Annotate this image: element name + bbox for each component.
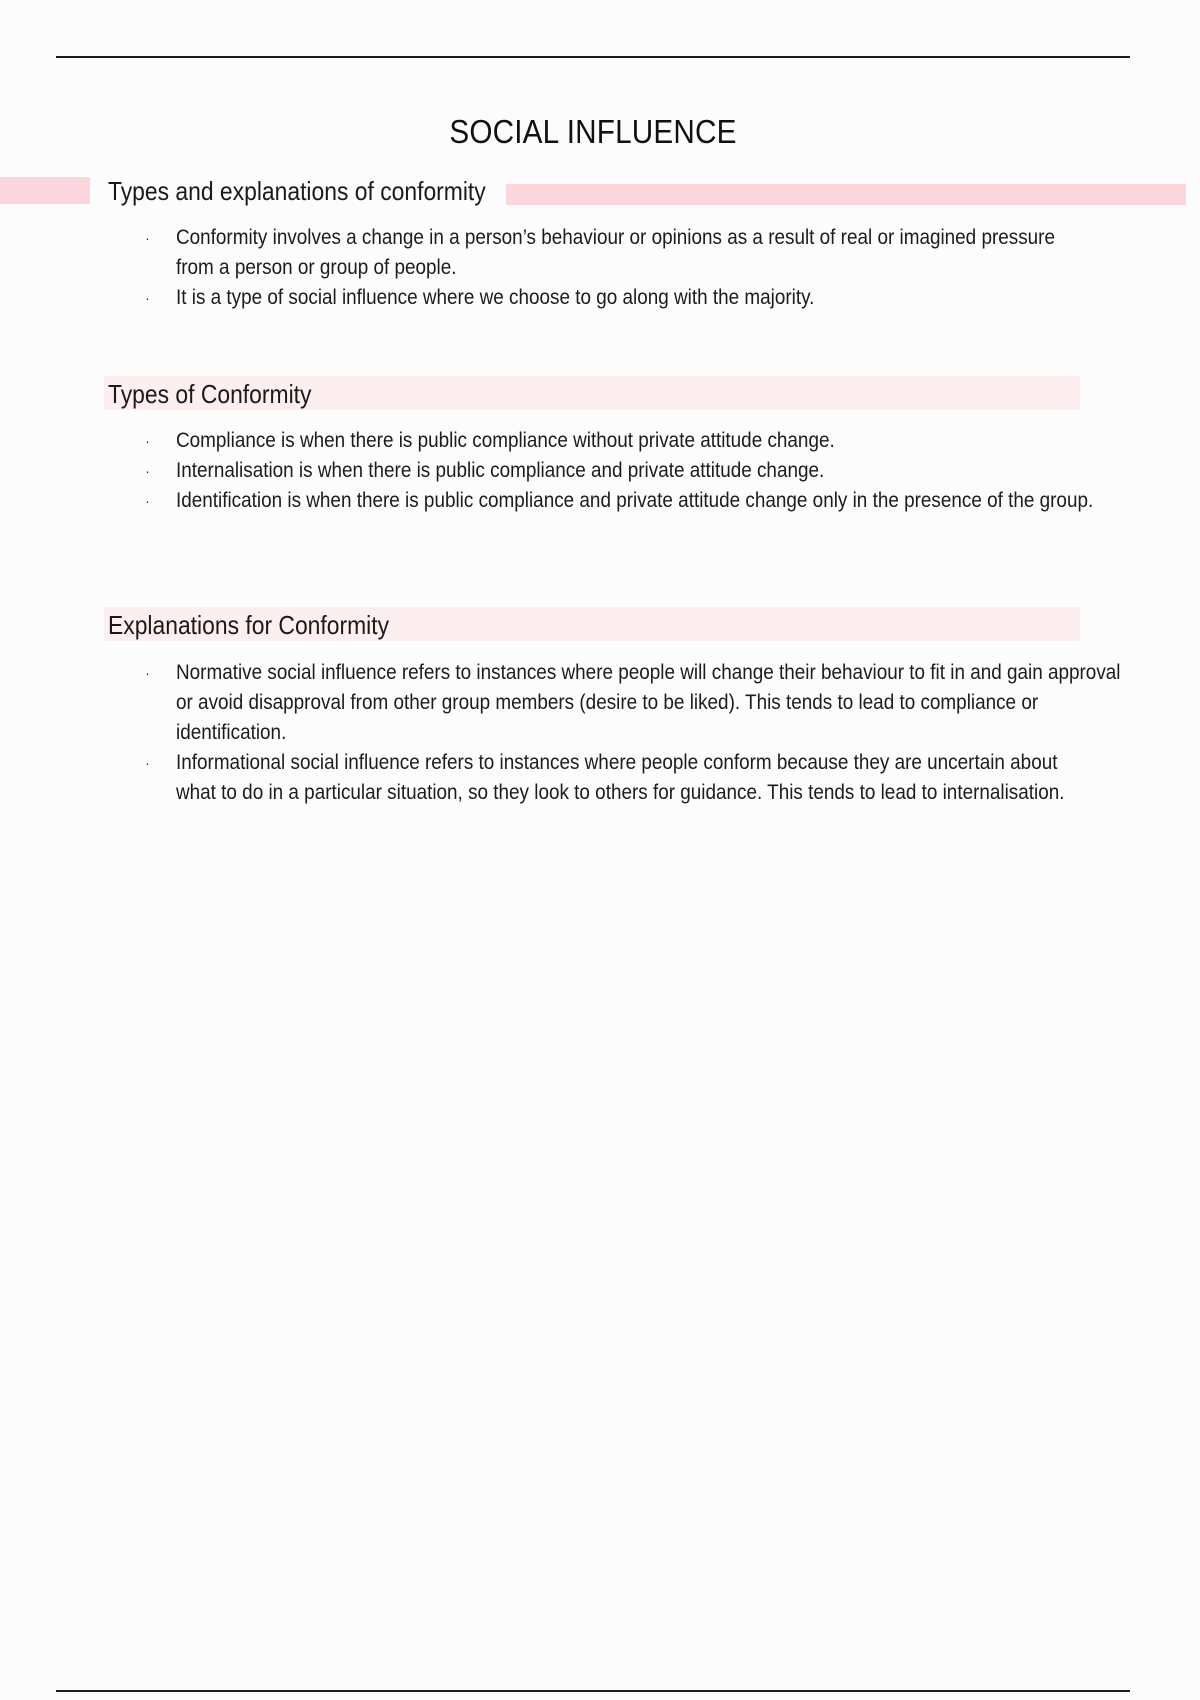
- bullet-icon: ·: [145, 755, 150, 771]
- margin-highlight-marker: [0, 177, 90, 204]
- bullet-icon: ·: [145, 433, 150, 449]
- section-2-bullet-list: [140, 426, 1180, 516]
- list-item: · Compliance is when there is public compliance without private attitude change.: [140, 426, 1200, 456]
- list-item: · It is a type of social influence where we choose to go along with the majority.: [140, 283, 1200, 313]
- bullet-icon: ·: [145, 463, 150, 479]
- heading-highlight-bar: [506, 184, 1186, 205]
- top-rule: [56, 56, 1130, 58]
- list-item: · Internalisation is when there is public compliance and private attitude change.: [140, 456, 1200, 486]
- bullet-icon: ·: [145, 493, 150, 509]
- section-3-bullet-list: [140, 658, 1180, 808]
- section-heading-explanations-for-conformity: Explanations for Conformity: [108, 610, 390, 640]
- section-1-bullet-list: [140, 223, 1180, 313]
- section-heading-types-and-explanations: Types and explanations of conformity: [108, 176, 486, 206]
- bottom-rule: [56, 1690, 1130, 1692]
- bullet-icon: ·: [145, 665, 150, 681]
- list-item: · Informational social influence refers to instances where people conform because they are uncertain about what to do in a particular situation, so they look to others for guidance. This tends to lead to internalisation.: [140, 748, 1200, 808]
- bullet-icon: ·: [145, 230, 150, 246]
- list-item: · Identification is when there is public compliance and private attitude change only in the presence of the group.: [140, 486, 1200, 516]
- page-title: SOCIAL INFLUENCE: [449, 113, 737, 150]
- list-item: · Conformity involves a change in a person’s behaviour or opinions as a result of real or imagined pressure from a person or group of people.: [140, 223, 1200, 283]
- section-heading-types-of-conformity: Types of Conformity: [108, 379, 312, 409]
- list-item: · Normative social influence refers to instances where people will change their behaviour to fit in and gain approval or avoid disapproval from other group members (desire to be liked). This tends to lead to compliance or identification.: [140, 658, 1200, 748]
- bullet-icon: ·: [145, 290, 150, 306]
